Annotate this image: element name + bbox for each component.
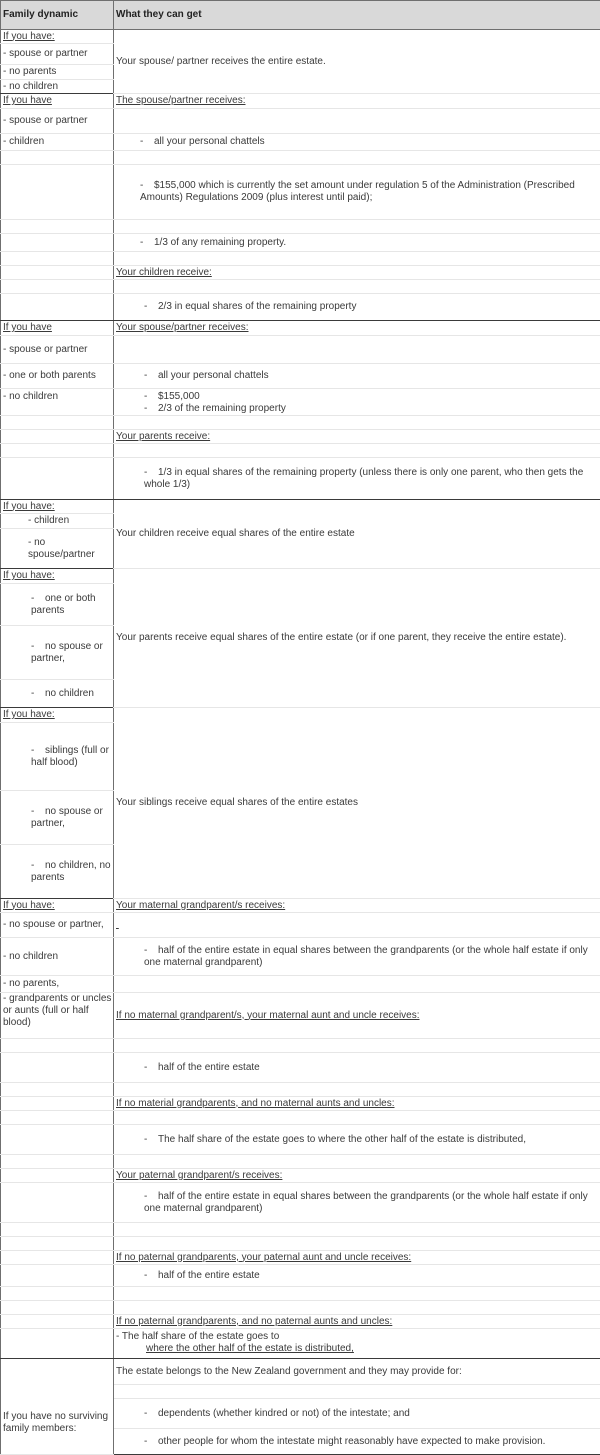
s4-left-0: If you have: xyxy=(1,500,114,514)
s8-left: If you have no surviving family members: xyxy=(1,1359,114,1455)
s1-left-2: - no parents xyxy=(1,65,114,80)
s3-left-1: - spouse or partner xyxy=(1,336,114,364)
table-header-row xyxy=(1,1,600,30)
s4-left-2: - no spouse/partner xyxy=(1,529,114,569)
s1-left-1: - spouse or partner xyxy=(1,44,114,65)
s2-bullet-2-cell: - $155,000 which is currently the set amount under regulation 5 of the Administration (Prescribed Amounts) Regulations 2009 (plus interest until paid); xyxy=(114,165,600,220)
s7-heading-3: If no material grandparents, and no maternal aunts and uncles: xyxy=(114,1097,600,1111)
s7-heading-1: Your maternal grandparent/s receives: xyxy=(114,899,600,913)
s7-bullet-3: The half share of the estate goes to where the other half of the estate is distributed, xyxy=(158,1134,526,1145)
s6-left-2: no spouse or partner, xyxy=(31,806,103,829)
s4-right: Your children receive equal shares of the entire estate xyxy=(114,500,600,569)
s5-right: Your parents receive equal shares of the entire estate (or if one parent, they receive the entire estate). xyxy=(114,569,600,708)
s2-left-1: - spouse or partner xyxy=(1,109,114,134)
s7-left-3: - no parents, xyxy=(1,976,114,993)
s7-heading-2: If no maternal grandparent/s, your maternal aunt and uncle receives: xyxy=(114,993,600,1039)
s7-bullet-5: half of the entire estate xyxy=(158,1270,260,1281)
s7-bullet-6a: - The half share of the estate goes to xyxy=(116,1331,279,1342)
s3-left-0: If you have xyxy=(1,321,114,336)
s5-left-3: no children xyxy=(45,688,94,699)
s8-bullet-1: dependents (whether kindred or not) of the intestate; and xyxy=(158,1408,410,1419)
s7-bullet-4: half of the entire estate in equal shares between the grandparents (or the whole half estate if only one maternal grandparent) xyxy=(144,1191,588,1214)
s8-bullet-2: other people for whom the intestate might reasonably have expected to make provision. xyxy=(158,1436,545,1447)
s2-bullet-2: $155,000 which is currently the set amount under regulation 5 of the Administration (Prescribed Amounts) Regulations 2009 (plus interest until paid); xyxy=(140,180,575,203)
s3-left-2: - one or both parents xyxy=(1,364,114,389)
s5-left-2: no spouse or partner, xyxy=(31,641,103,664)
s6-left-3: no children, no parents xyxy=(31,860,111,883)
s8-right-1: The estate belongs to the New Zealand government and they may provide for: xyxy=(114,1359,600,1385)
header-family-dynamic: Family dynamic xyxy=(1,1,114,30)
s2-bullet-3: 1/3 of any remaining property. xyxy=(154,237,286,248)
s3-left-3: - no children xyxy=(1,389,114,416)
s2-bullet-4: 2/3 in equal shares of the remaining property xyxy=(158,301,356,312)
s1-left-0: If you have: xyxy=(1,30,114,44)
s7-left-0: If you have: xyxy=(1,899,114,913)
s3-bullet-4: 1/3 in equal shares of the remaining property (unless there is only one parent, who then gets the whole 1/3) xyxy=(144,467,583,490)
s6-left-1: siblings (full or half blood) xyxy=(31,745,109,768)
s4-left-1: - children xyxy=(1,514,114,529)
s6-right: Your siblings receive equal shares of the entire estates xyxy=(114,708,600,899)
s5-left-0: If you have: xyxy=(1,569,114,584)
s3-heading-1: Your spouse/partner receives: xyxy=(114,321,600,336)
s7-bullet-6b: where the other half of the estate is distributed, xyxy=(116,1343,354,1354)
s2-left-0: If you have xyxy=(1,94,114,109)
s1-left-3: - no children xyxy=(1,80,114,94)
s2-heading-2: Your children receive: xyxy=(114,266,600,280)
s7-bullet-2: half of the entire estate xyxy=(158,1062,260,1073)
s2-left-2: - children xyxy=(1,134,114,151)
s6-left-0: If you have: xyxy=(1,708,114,723)
s7-heading-4: Your paternal grandparent/s receives: xyxy=(114,1169,600,1183)
s3-heading-2: Your parents receive: xyxy=(114,430,600,444)
header-what-they-can-get: What they can get xyxy=(114,1,600,30)
s3-bullet-2: $155,000 xyxy=(158,391,200,402)
s5-left-1: one or both parents xyxy=(31,593,96,616)
s7-left-2: - no children xyxy=(1,938,114,976)
s7-heading-6: If no paternal grandparents, and no paternal aunts and uncles: xyxy=(114,1315,600,1329)
s2-heading-1: The spouse/partner receives: xyxy=(114,94,600,109)
s3-bullet-3: 2/3 of the remaining property xyxy=(158,403,286,414)
s3-bullet-1: all your personal chattels xyxy=(158,370,269,381)
s2-bullet-1: all your personal chattels xyxy=(154,136,265,147)
intestacy-table: Family dynamic What they can get If you have: Your spouse/ partner receives the entire estate. - spouse or partner - no parents - no children If you have The spouse/partner receives: - spouse or partner - children - all your personal chattels - $155,000 which is currently the set amount under regulation 5 of the Administration (Prescribed Amounts) Regulations 2009 (plus interest until paid); - 1/3 of any remaining property. Your children receive: - 2/3 in equal shares of the remaining property If you have Your spouse/partner receives: - spouse or partner - one or both parents - all your personal chattels - no children - $155,000 - 2/3 of the remaining property Your parents receive: - 1/3 in equal shares of the remaining property (unless there is only one parent, who then gets the whole 1/3) If you have: Your children receive equal shares of the entire estate - children - no spouse/partner If you have: Your parents receive equal shares of the entire estate (or if one parent, they receive the entire estate). - one or both parents - no spouse or partner, - no children If you have: Your siblings receive equal shares of the entire estates - siblings (full or half blood) - no spouse or partner, - no children, no parents If you have: Your maternal grandparent/s receives: - no spouse or partner, - no children - half of the entire estate in equal shares between the grandparents (or the whole half estate if only one maternal grandparent) - no parents, - grandparents or uncles or aunts (full or half blood) If no maternal grandparent/s, your maternal aunt and uncle receives: - half of the entire estate If no material grandparents, and no maternal aunts and uncles: - The half share of the estate goes to where the other half of the estate is distributed, Your paternal grandparent/s receives: - half of the entire estate in equal shares between the grandparents (or the whole half estate if only one maternal grandparent) If no paternal grandparents, your paternal aunt and uncle receives: - half of the entire estate If no paternal grandparents, and no paternal aunts and uncles: - The half share of the estate goes to where the other half of the estate is distributed, If you have no surviving family members: The estate belongs to the New Zealand government and they may provide for: - dependents (whether kindred or not) of the intestate; and - other people for whom the intestate might reasonably have expected to make provision. xyxy=(0,0,600,1455)
s7-bullet-1: half of the entire estate in equal shares between the grandparents (or the whole half estate if only one maternal grandparent) xyxy=(144,945,588,968)
s7-left-4: - grandparents or uncles or aunts (full or half blood) xyxy=(1,993,114,1039)
s7-heading-5: If no paternal grandparents, your paternal aunt and uncle receives: xyxy=(114,1251,600,1265)
s1-right: Your spouse/ partner receives the entire estate. xyxy=(114,30,600,94)
s7-left-1: - no spouse or partner, xyxy=(1,913,114,938)
